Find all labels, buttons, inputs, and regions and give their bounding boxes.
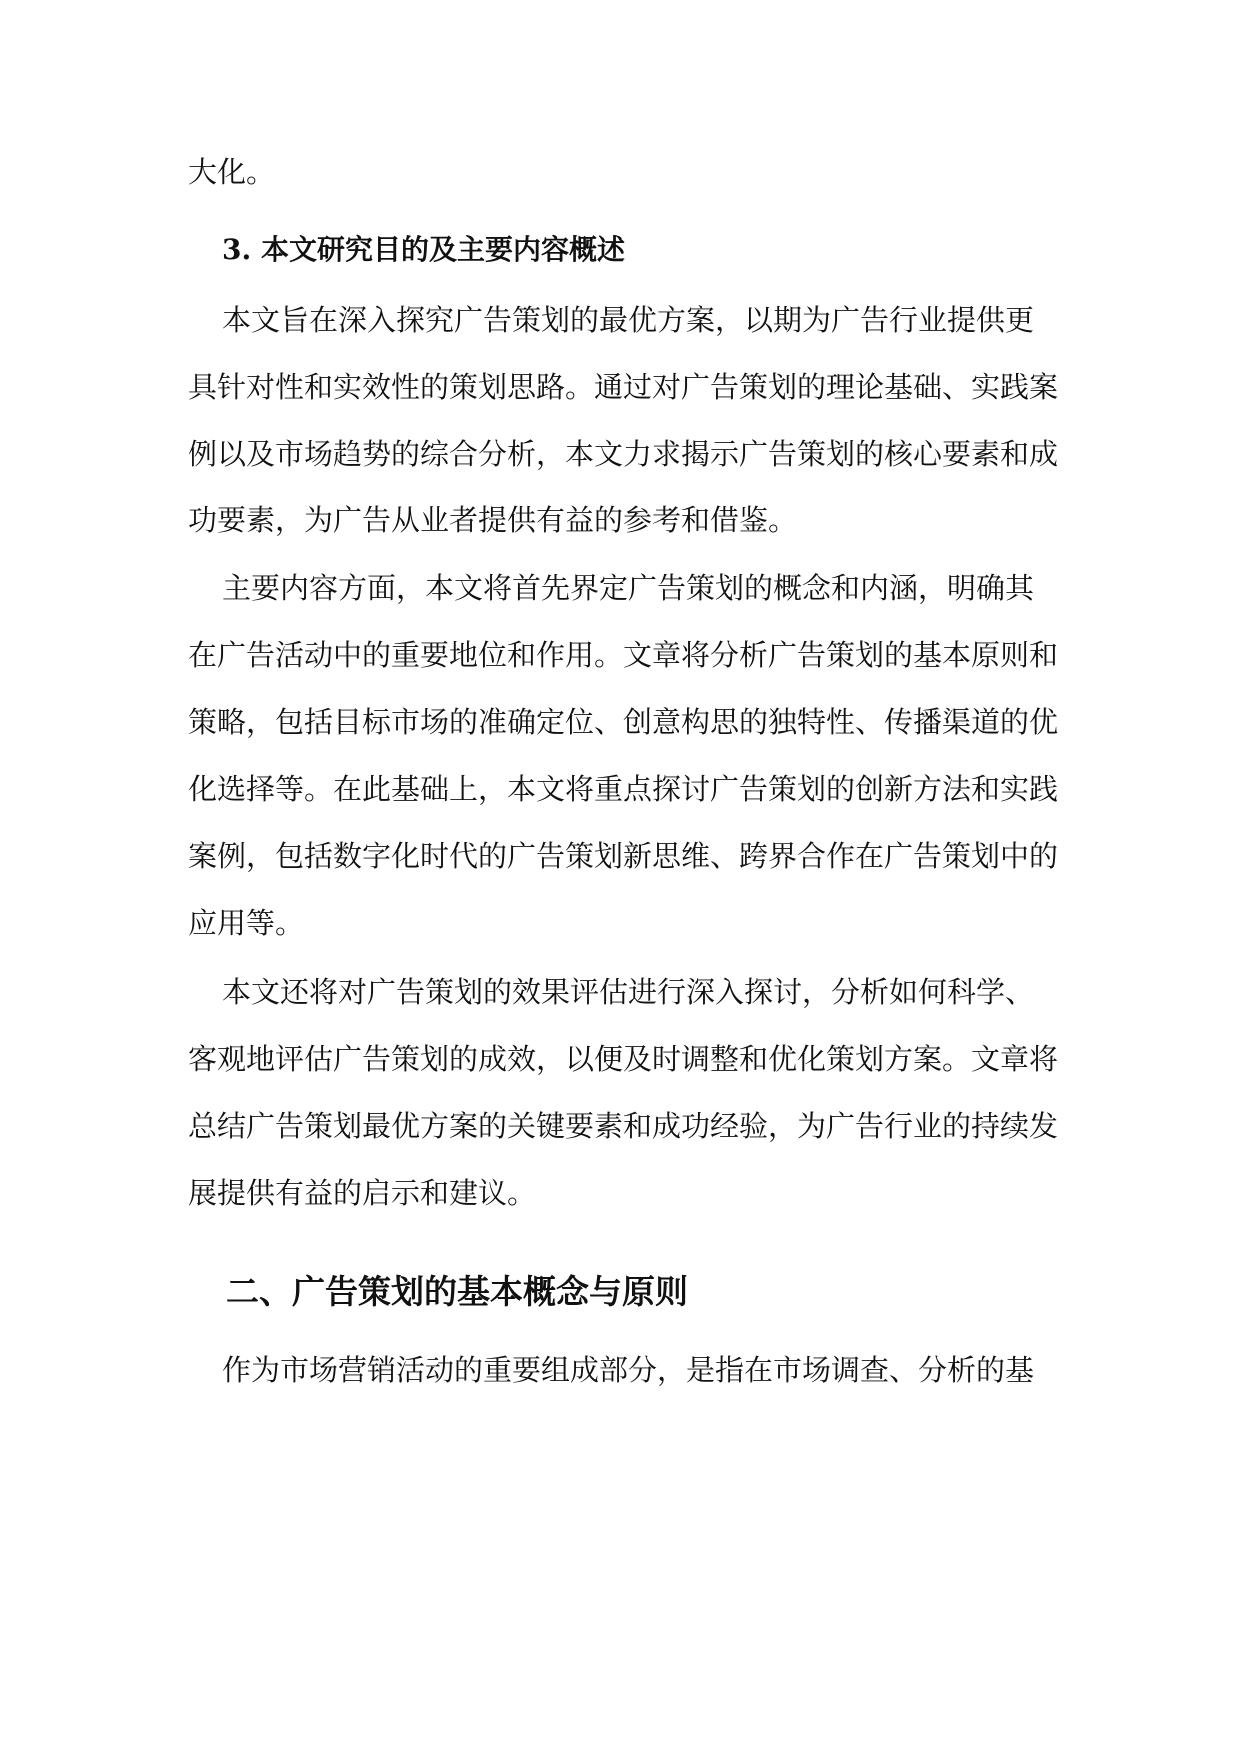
paragraph-line: 展提供有益的启示和建议。 — [188, 1176, 537, 1210]
paragraph-line: 本文旨在深入探究广告策划的最优方案，以期为广告行业提供更 — [222, 303, 1035, 337]
paragraph-line: 应用等。 — [188, 906, 305, 940]
paragraph-line: 本文还将对广告策划的效果评估进行深入探讨，分析如何科学、 — [222, 975, 1035, 1009]
paragraph-line: 化选择等。在此基础上，本文将重点探讨广告策划的创新方法和实践 — [188, 772, 1059, 806]
paragraph-line: 策略，包括目标市场的准确定位、创意构思的独特性、传播渠道的优 — [188, 705, 1059, 739]
chapter-heading: 二、广告策划的基本概念与原则 — [226, 1272, 688, 1311]
paragraph-line: 作为市场营销活动的重要组成部分，是指在市场调查、分析的基 — [222, 1353, 1035, 1387]
paragraph-line: 总结广告策划最优方案的关键要素和成功经验，为广告行业的持续发 — [188, 1109, 1059, 1143]
paragraph-line: 在广告活动中的重要地位和作用。文章将分析广告策划的基本原则和 — [188, 638, 1059, 672]
paragraph-line: 主要内容方面，本文将首先界定广告策划的概念和内涵，明确其 — [222, 571, 1035, 605]
paragraph-line: 客观地评估广告策划的成效，以便及时调整和优化策划方案。文章将 — [188, 1042, 1059, 1076]
paragraph-tail: 大化。 — [188, 155, 276, 189]
paragraph-line: 案例，包括数字化时代的广告策划新思维、跨界合作在广告策划中的 — [188, 839, 1059, 873]
section-heading-3: 3. 本文研究目的及主要内容概述 — [222, 233, 625, 266]
paragraph-line: 例以及市场趋势的综合分析，本文力求揭示广告策划的核心要素和成 — [188, 437, 1059, 471]
paragraph-line: 功要素，为广告从业者提供有益的参考和借鉴。 — [188, 503, 798, 537]
paragraph-line: 具针对性和实效性的策划思路。通过对广告策划的理论基础、实践案 — [188, 370, 1059, 404]
